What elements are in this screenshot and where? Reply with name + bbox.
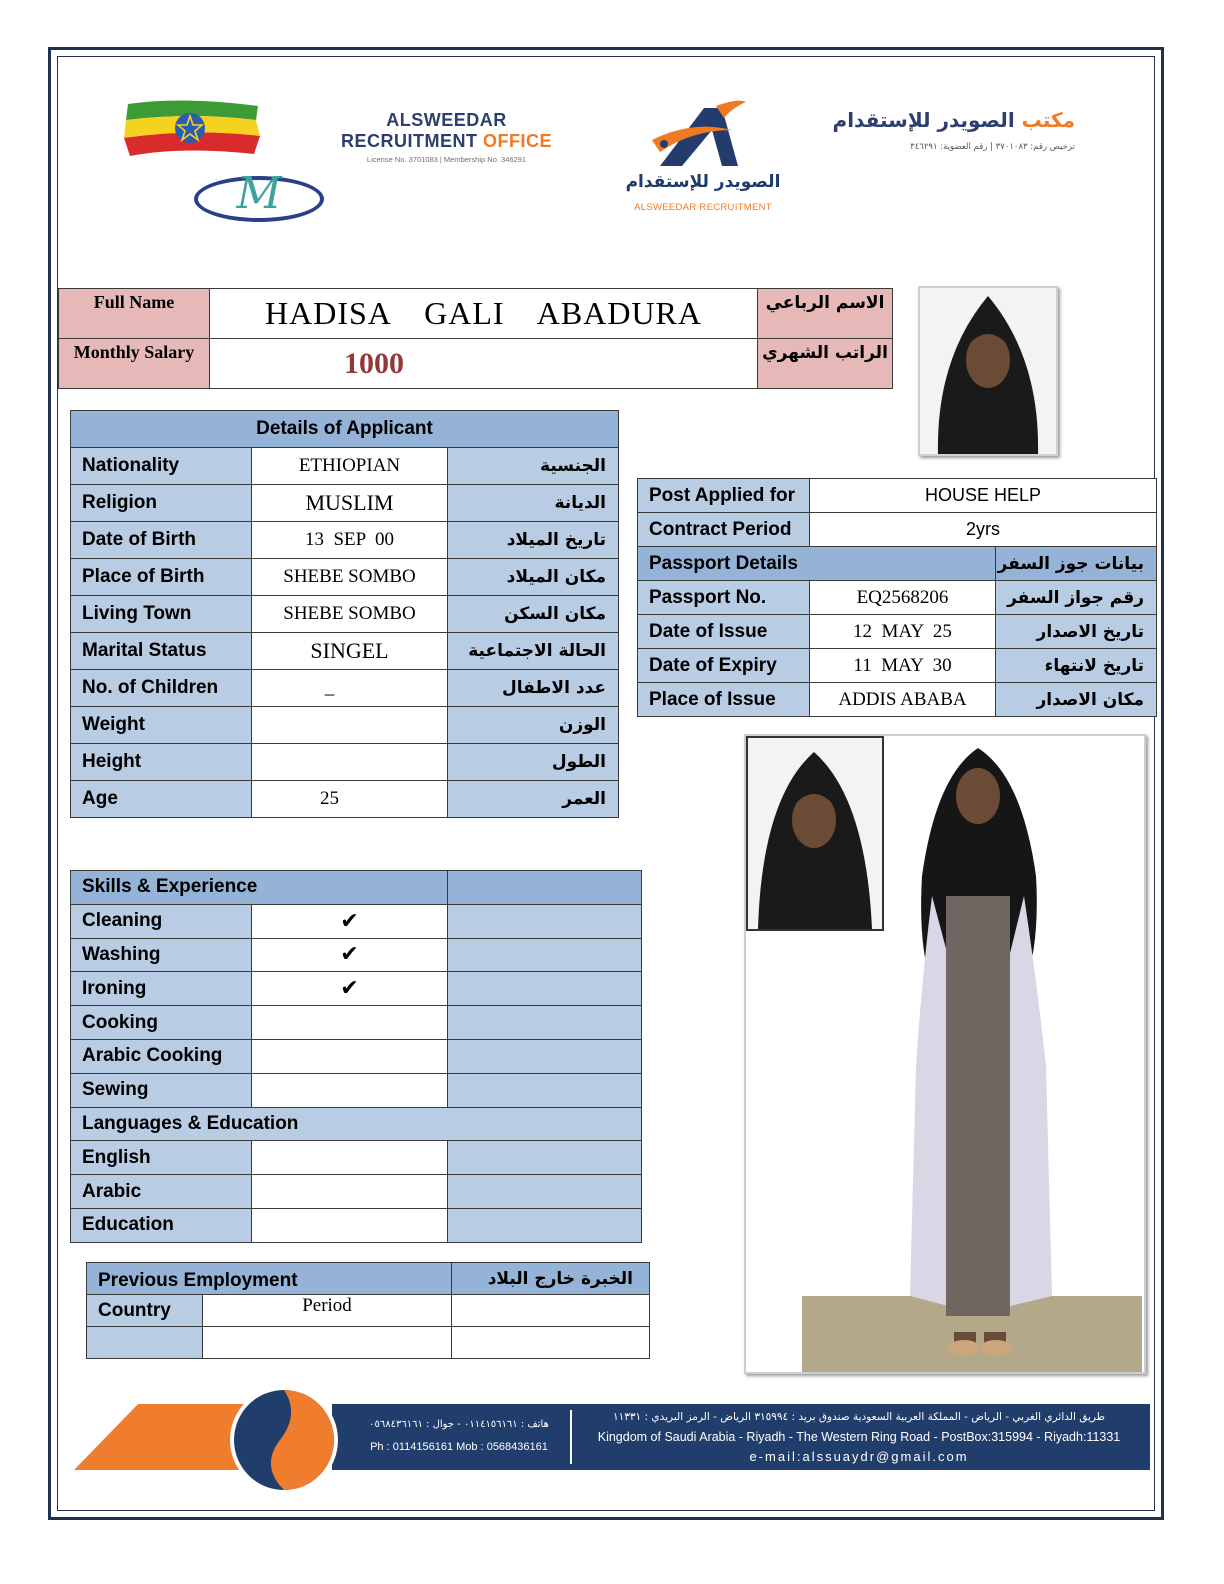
details-of-applicant-table: [70, 410, 619, 818]
footer-phone-block: [359, 1414, 559, 1458]
applicant-portrait-photo: [918, 286, 1058, 456]
detail-value: 13 SEP 00: [252, 522, 448, 559]
detail-row-place-of-birth: [71, 559, 619, 596]
full-name-value: HADISA GALI ABADURA: [210, 289, 758, 339]
full-name-row: [59, 289, 893, 339]
previous-employment-header-row: [87, 1263, 650, 1295]
monthly-salary-value: 1000: [210, 339, 758, 389]
language-value: [252, 1141, 448, 1175]
applicant-inset-photo: [746, 736, 884, 931]
details-title: Details of Applicant: [71, 411, 619, 448]
skill-row: [71, 1006, 642, 1040]
detail-value: 25: [252, 781, 448, 818]
language-label: English: [71, 1141, 252, 1175]
detail-label-ar: تاريخ الميلاد: [448, 522, 619, 559]
skill-row: [71, 904, 642, 938]
detail-label-ar: عدد الاطفال: [448, 670, 619, 707]
name-salary-table: [58, 288, 893, 389]
contract-period-value: 2yrs: [810, 513, 1157, 547]
passport-row: [638, 683, 1157, 717]
skill-check-icon: ✔: [252, 904, 448, 938]
passport-value: ADDIS ABABA: [810, 683, 996, 717]
contract-period-label: Contract Period: [638, 513, 810, 547]
details-header-row: [71, 411, 619, 448]
passport-label-ar: تاريخ الاصدار: [996, 615, 1157, 649]
post-applied-value: HOUSE HELP: [810, 479, 1157, 513]
passport-label-ar: مكان الاصدار: [996, 683, 1157, 717]
skill-label: Cleaning: [71, 904, 252, 938]
detail-label-ar: الطول: [448, 744, 619, 781]
footer-banner: [74, 1386, 1150, 1486]
detail-label: Height: [71, 744, 252, 781]
detail-label-ar: مكان الميلاد: [448, 559, 619, 596]
languages-title: Languages & Education: [71, 1107, 642, 1141]
language-row: [71, 1208, 642, 1242]
detail-value: ETHIOPIAN: [252, 448, 448, 485]
post-applied-label: Post Applied for: [638, 479, 810, 513]
footer-circle-logo: [230, 1386, 338, 1494]
language-row: [71, 1141, 642, 1175]
passport-title: Passport Details: [638, 547, 996, 581]
footer-address-en: Kingdom of Saudi Arabia - Riyadh - The Western Ring Road - PostBox:315994 - Riyadh:11331: [597, 1430, 1121, 1444]
skills-header-row: [71, 871, 642, 905]
passport-label: Passport No.: [638, 581, 810, 615]
passport-label: Place of Issue: [638, 683, 810, 717]
detail-label: Date of Birth: [71, 522, 252, 559]
detail-row-weight: [71, 707, 619, 744]
detail-label: Nationality: [71, 448, 252, 485]
skills-header-blank: [448, 871, 642, 905]
footer-phone-en: Ph : 0114156161 Mob : 0568436161: [370, 1441, 548, 1453]
skill-label: Sewing: [71, 1073, 252, 1107]
detail-value: _: [252, 670, 448, 707]
detail-value: SINGEL: [252, 633, 448, 670]
detail-row-living-town: [71, 596, 619, 633]
passport-label: Date of Issue: [638, 615, 810, 649]
passport-header-row: [638, 547, 1157, 581]
footer-email: e-mail:alssuaydr@gmail.com: [749, 1449, 969, 1464]
m-circle-logo: M: [194, 168, 326, 226]
skill-label: Washing: [71, 938, 252, 972]
skill-check-icon: [252, 1006, 448, 1040]
skill-check-icon: [252, 1039, 448, 1073]
alsweedar-a-logo: الصويدر للإستقدام ALSWEEDAR RECRUITMENT: [612, 100, 794, 220]
detail-value: [252, 744, 448, 781]
detail-label: Age: [71, 781, 252, 818]
language-label: Arabic: [71, 1175, 252, 1209]
period-label: Period: [203, 1295, 452, 1327]
detail-label: Marital Status: [71, 633, 252, 670]
language-label: Education: [71, 1208, 252, 1242]
detail-label-ar: الديانة: [448, 485, 619, 522]
alsweedar-english-logo: ALSWEEDAR RECRUITMENT OFFICE License No. 3701083 | Membership No. 346291: [340, 110, 552, 164]
passport-title-ar: بيانات جوز السفر: [996, 547, 1157, 581]
detail-value: MUSLIM: [252, 485, 448, 522]
detail-row-religion: [71, 485, 619, 522]
detail-label-ar: الجنسية: [448, 448, 619, 485]
detail-value: SHEBE SOMBO: [252, 559, 448, 596]
detail-row-children: [71, 670, 619, 707]
passport-value: 12 MAY 25: [810, 615, 996, 649]
detail-label: No. of Children: [71, 670, 252, 707]
detail-row-age: [71, 781, 619, 818]
previous-employment-title-ar: الخبرة خارج البلاد: [452, 1263, 650, 1295]
languages-header-row: [71, 1107, 642, 1141]
monthly-salary-label-ar: الراتب الشهري: [758, 339, 893, 389]
detail-value: SHEBE SOMBO: [252, 596, 448, 633]
alsweedar-arabic-logo: مكتب الصويدر للإستقدام ترخيص رقم: ٣٧٠١٠٨٣ | رقم العضوية: ٣٤٦٢٩١: [832, 108, 1075, 152]
skills-title: Skills & Experience: [71, 871, 448, 905]
detail-row-nationality: [71, 448, 619, 485]
post-applied-row: [638, 479, 1157, 513]
footer-address-ar: طريق الدائري الغربي - الرياض - المملكة العربية السعودية صندوق بريد : ٣١٥٩٩٤ الرياض - الرمز البريدي : ١١٣٣١: [612, 1411, 1106, 1423]
passport-row: [638, 649, 1157, 683]
language-value: [252, 1208, 448, 1242]
previous-employment-table: [86, 1262, 650, 1359]
contract-period-row: [638, 513, 1157, 547]
passport-row: [638, 615, 1157, 649]
footer-address-block: [579, 1407, 1139, 1467]
monthly-salary-row: [59, 339, 893, 389]
detail-label-ar: مكان السكن: [448, 596, 619, 633]
language-value: [252, 1175, 448, 1209]
skill-label: Cooking: [71, 1006, 252, 1040]
previous-employment-label-row: [87, 1295, 650, 1327]
full-name-label: Full Name: [59, 289, 210, 339]
passport-details-table: [637, 478, 1157, 717]
footer-divider: [570, 1410, 572, 1464]
footer-phone-ar: هاتف : ٠١١٤١٥٦١٦١ - جوال : ٠٥٦٨٤٣٦١٦١: [369, 1419, 549, 1430]
skill-row: [71, 972, 642, 1006]
skill-label: Arabic Cooking: [71, 1039, 252, 1073]
passport-label-ar: رقم جواز السفر: [996, 581, 1157, 615]
detail-label-ar: الوزن: [448, 707, 619, 744]
detail-row-marital-status: [71, 633, 619, 670]
applicant-full-body-photo: [744, 734, 1146, 1374]
country-label: Country: [87, 1295, 203, 1327]
passport-label-ar: تاريخ لانتهاء: [996, 649, 1157, 683]
monthly-salary-label: Monthly Salary: [59, 339, 210, 389]
detail-label: Place of Birth: [71, 559, 252, 596]
skill-label: Ironing: [71, 972, 252, 1006]
passport-row: [638, 581, 1157, 615]
skill-check-icon: ✔: [252, 972, 448, 1006]
detail-label: Weight: [71, 707, 252, 744]
detail-value: [252, 707, 448, 744]
detail-label: Religion: [71, 485, 252, 522]
skill-check-icon: [252, 1073, 448, 1107]
skills-experience-table: [70, 870, 642, 1243]
ethiopia-flag-logo: [122, 98, 262, 158]
language-row: [71, 1175, 642, 1209]
full-name-label-ar: الاسم الرباعي: [758, 289, 893, 339]
skill-row: [71, 1039, 642, 1073]
detail-label-ar: الحالة الاجتماعية: [448, 633, 619, 670]
skill-row: [71, 938, 642, 972]
passport-label: Date of Expiry: [638, 649, 810, 683]
detail-label-ar: العمر: [448, 781, 619, 818]
skill-check-icon: ✔: [252, 938, 448, 972]
detail-row-date-of-birth: [71, 522, 619, 559]
detail-row-height: [71, 744, 619, 781]
previous-employment-empty-row: [87, 1327, 650, 1359]
previous-employment-title: Previous Employment: [87, 1263, 452, 1295]
skill-row: [71, 1073, 642, 1107]
passport-value: 11 MAY 30: [810, 649, 996, 683]
passport-value: EQ2568206: [810, 581, 996, 615]
detail-label: Living Town: [71, 596, 252, 633]
